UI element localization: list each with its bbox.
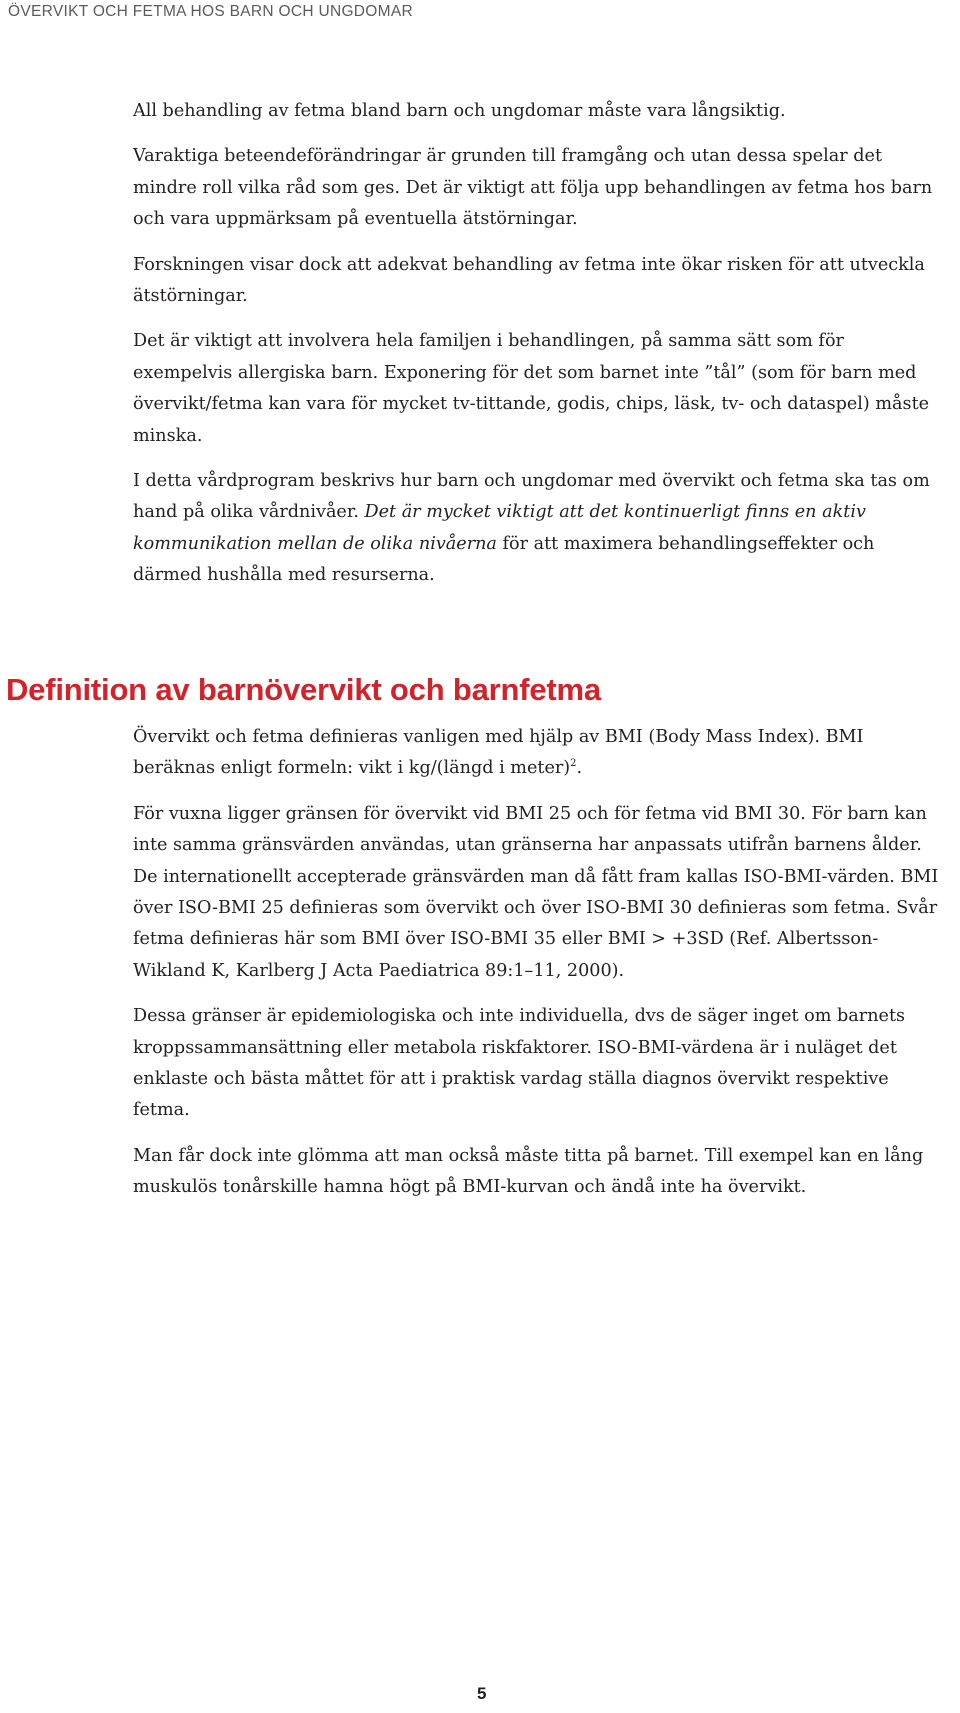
intro-paragraph-1: All behandling av fetma bland barn och ungdomar måste vara långsiktig. [133,101,786,121]
section-paragraph-2: För vuxna ligger gränsen för övervikt vid BMI 25 och för fetma vid BMI 30. För barn kan inte samma gränsvärden användas, utan gränserna har anpassats utifrån barnens ålder. De internationellt accepterade gränsvärden man då fått fram kallas ISO-BMI-värden. BMI över ISO-BMI 25 definieras som övervikt och över ISO-BMI 30 definieras som fetma. Svår fetma definieras här som BMI över ISO-BMI 35 eller BMI > +3SD (Ref. Albertsson-Wikland K, Karlberg J Acta Paediatrica 89:1–11, 2000). [133,803,939,981]
running-header: ÖVERVIKT OCH FETMA HOS BARN OCH UNGDOMAR [8,3,414,20]
section-paragraph-1-main: Övervikt och fetma definieras vanligen med hjälp av BMI (Body Mass Index). BMI beräknas enligt formeln: vikt i kg/(längd i meter) [133,727,864,779]
intro-paragraph-5-start: I detta vårdprogram beskrivs hur barn och ungdomar med övervikt och fetma ska tas om hand på olika vårdnivåer. [133,471,930,523]
intro-paragraph-5-end: för att maximera behandlingseffekter och därmed hushålla med resurserna. [133,533,875,586]
section-paragraph-4: Man får dock inte glömma att man också måste titta på barnet. Till exempel kan en lång muskulös tonårskille hamna högt på BMI-kurvan och ändå inte ha övervikt. [133,1145,924,1198]
section-paragraph-1-end: . [576,758,583,779]
intro-paragraph-3: Forskningen visar dock att adekvat behandling av fetma inte ökar risken för att utveckla ätstörningar. [133,254,925,307]
section-paragraph-3: Dessa gränser är epidemiologiska och inte individuella, dvs de säger inget om barnets kroppssammansättning eller metabola riskfaktorer. ISO-BMI-värdena är i nuläget det enklaste och bästa måttet för att i praktisk vardag ställa diagnos övervikt respektive fetma. [133,1006,906,1121]
intro-paragraph-5-emphasis: Det är mycket viktigt att det kontinuerligt finns en aktiv kommunikation mellan de olika nivåerna [133,502,866,554]
intro-paragraph-4: Det är viktigt att involvera hela familjen i behandlingen, på samma sätt som för exempelvis allergiska barn. Exponering för det som barnet inte ”tål” (som för barn med övervikt/fetma kan vara för mycket tv-tittande, godis, chips, läsk, tv- och dataspel) måste minska. [133,331,930,446]
intro-paragraph-5 [133,466,943,592]
section-heading: Definition av barnövervikt och barnfetma [6,672,601,707]
section-text [133,722,943,1218]
page-number: 5 [477,1684,487,1703]
intro-paragraph-2: Varaktiga beteendeförändringar är grunden till framgång och utan dessa spelar det mindre roll vilka råd som ges. Det är viktigt att följa upp behandlingen av fetma hos barn och vara uppmärksam på eventuella ätstörningar. [133,146,933,230]
section-paragraph-1 [133,722,943,785]
superscript: 2 [570,758,577,770]
intro-text [133,96,943,606]
